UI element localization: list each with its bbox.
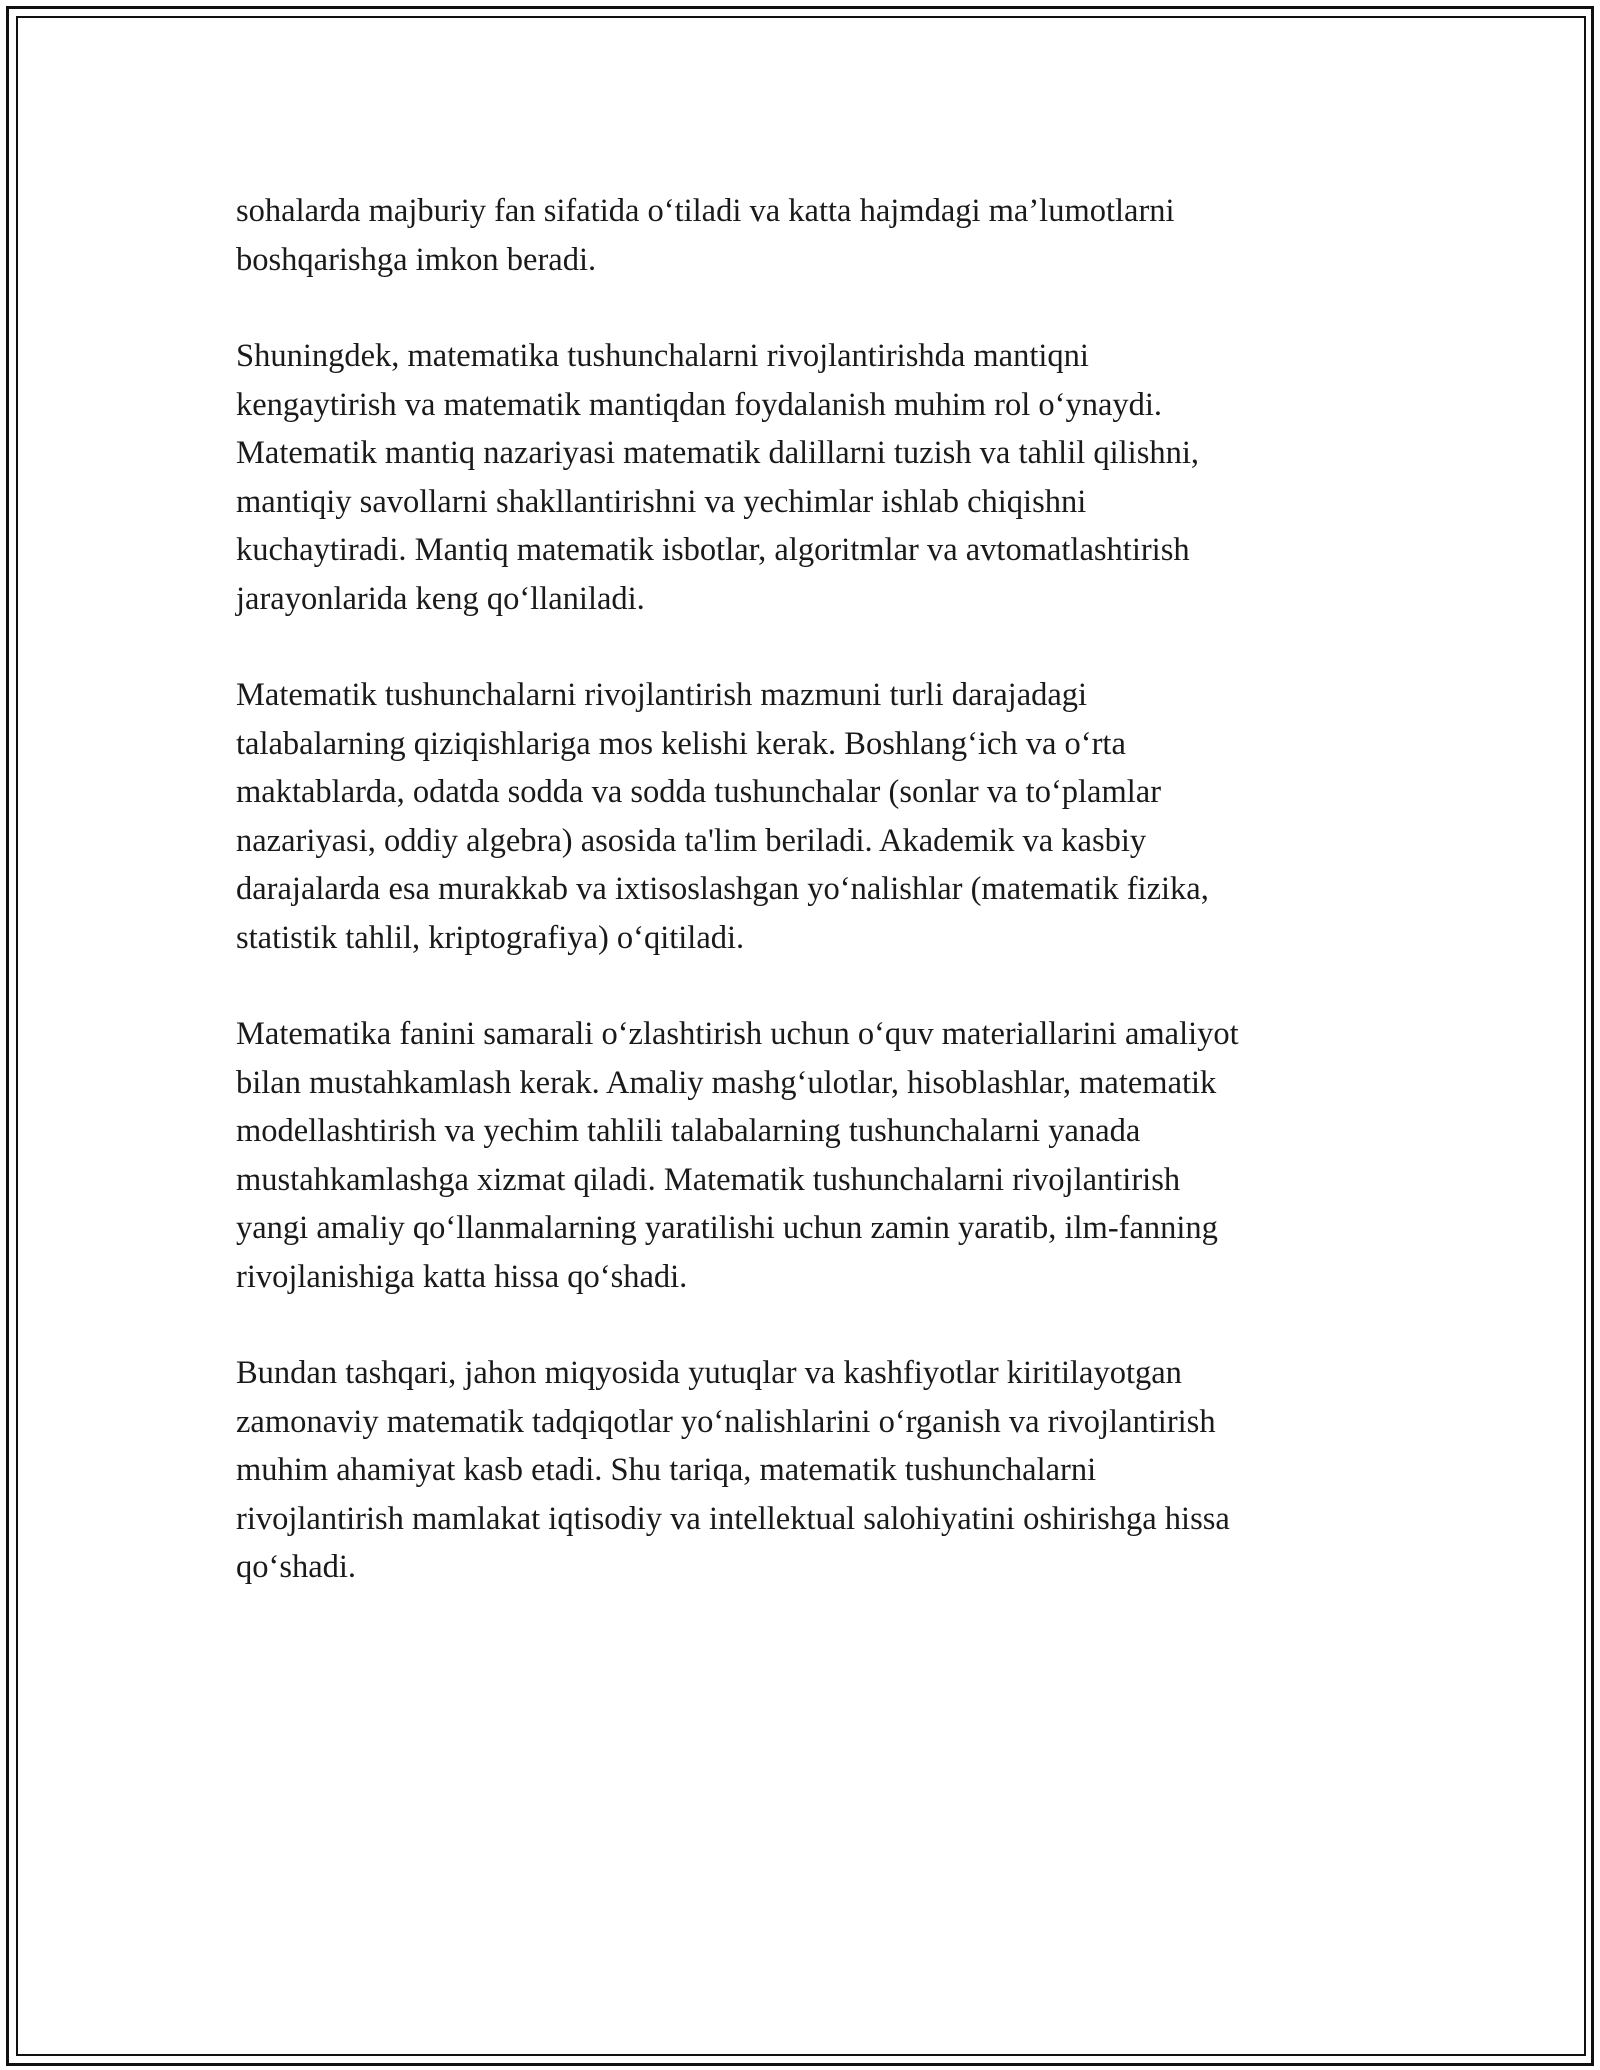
paragraph: Bundan tashqari, jahon miqyosida yutuqlar va kashfiyotlar kiritilayotgan zamonaviy matematik tadqiqotlar yo‘nalishlarini o‘rganish va rivojlantirish muhim ahamiyat kasb etadi. Shu tariqa, matematik tushunchalarni rivojlantirish mamlakat iqtisodiy va intellektual salohiyatini oshirishga hissa qo‘shadi. <box>236 1355 1230 1585</box>
paragraph: Shuningdek, matematika tushunchalarni rivojlantirishda mantiqni kengaytirish va matematik mantiqdan foydalanish muhim rol o‘ynaydi. Matematik mantiq nazariyasi matematik dalillarni tuzish va tahlil qilishni, mantiqiy savollarni shakllantirishni va yechimlar ishlab chiqishni kuchaytiradi. Mantiq matematik isbotlar, algoritmlar va avtomatlashtirish jarayonlarida keng qo‘llaniladi. <box>236 338 1200 617</box>
paragraph: Matematik tushunchalarni rivojlantirish mazmuni turli darajadagi talabalarning qiziqishlariga mos kelishi kerak. Boshlang‘ich va o‘rta maktablarda, odatda sodda va sodda tushunchalar (sonlar va to‘plamlar nazariyasi, oddiy algebra) asosida ta'lim beriladi. Akademik va kasbiy darajalarda esa murakkab va ixtisoslashgan yo‘nalishlar (matematik fizika, statistik tahlil, kriptografiya) o‘qitiladi. <box>236 677 1209 956</box>
document-body <box>236 187 1386 1640</box>
paragraph: Matematika fanini samarali o‘zlashtirish uchun o‘quv materiallarini amaliyot bilan mustahkamlash kerak. Amaliy mashg‘ulotlar, hisoblashlar, matematik modellashtirish va yechim tahlili talabalarning tushunchalarni yanada mustahkamlashga xizmat qiladi. Matematik tushunchalarni rivojlantirish yangi amaliy qo‘llanmalarning yaratilishi uchun zamin yaratib, ilm-fanning rivojlanishiga katta hissa qo‘shadi. <box>236 1016 1239 1295</box>
paragraph: sohalarda majburiy fan sifatida o‘tiladi va katta hajmdagi ma’lumotlarni boshqarishga imkon beradi. <box>236 193 1175 278</box>
